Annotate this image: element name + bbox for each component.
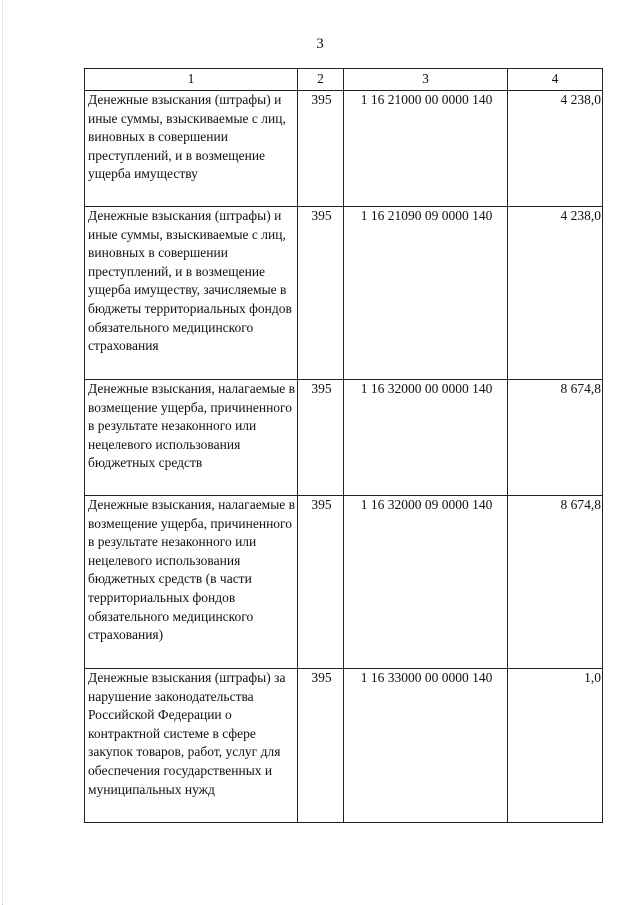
table-row	[85, 496, 603, 669]
page-margin-edge	[2, 0, 4, 905]
page-number: 3	[316, 36, 324, 52]
revenue-name: Денежные взыскания (штрафы) за нарушение законодательства Российской Федерации о контрактной системе в сфере закупок товаров, работ, услуг для обеспечения государственных и муниципальных нужд	[85, 669, 298, 823]
revenue-table	[84, 68, 603, 823]
budget-classification-code: 1 16 21090 09 0000 140	[344, 207, 508, 380]
revenue-name: Денежные взыскания (штрафы) и иные суммы, взыскиваемые с лиц, виновных в совершении преступлений, и в возмещение ущерба имуществу, зачисляемые в бюджеты территориальных фондов обязательного медицинского страхования	[85, 207, 298, 380]
amount: 1,0	[508, 669, 603, 823]
revenue-name: Денежные взыскания, налагаемые в возмещение ущерба, причиненного в результате незаконного или нецелевого использования бюджетных средств (в части территориальных фондов обязательного медицинского страхования)	[85, 496, 298, 669]
administrator-code: 395	[298, 669, 344, 823]
administrator-code: 395	[298, 91, 344, 207]
budget-classification-code: 1 16 21000 00 0000 140	[344, 91, 508, 207]
column-header-4: 4	[508, 69, 603, 91]
revenue-name: Денежные взыскания (штрафы) и иные суммы, взыскиваемые с лиц, виновных в совершении преступлений, и в возмещение ущерба имуществу	[85, 91, 298, 207]
column-header-1: 1	[85, 69, 298, 91]
amount: 4 238,0	[508, 207, 603, 380]
revenue-name: Денежные взыскания, налагаемые в возмещение ущерба, причиненного в результате незаконного или нецелевого использования бюджетных средств	[85, 380, 298, 496]
table-row	[85, 380, 603, 496]
table-header-row	[85, 69, 603, 91]
administrator-code: 395	[298, 496, 344, 669]
budget-classification-code: 1 16 32000 00 0000 140	[344, 380, 508, 496]
amount: 4 238,0	[508, 91, 603, 207]
administrator-code: 395	[298, 207, 344, 380]
column-header-2: 2	[298, 69, 344, 91]
administrator-code: 395	[298, 380, 344, 496]
table-row	[85, 207, 603, 380]
budget-classification-code: 1 16 33000 00 0000 140	[344, 669, 508, 823]
table-row	[85, 669, 603, 823]
budget-classification-code: 1 16 32000 09 0000 140	[344, 496, 508, 669]
column-header-3: 3	[344, 69, 508, 91]
amount: 8 674,8	[508, 380, 603, 496]
table-row	[85, 91, 603, 207]
amount: 8 674,8	[508, 496, 603, 669]
